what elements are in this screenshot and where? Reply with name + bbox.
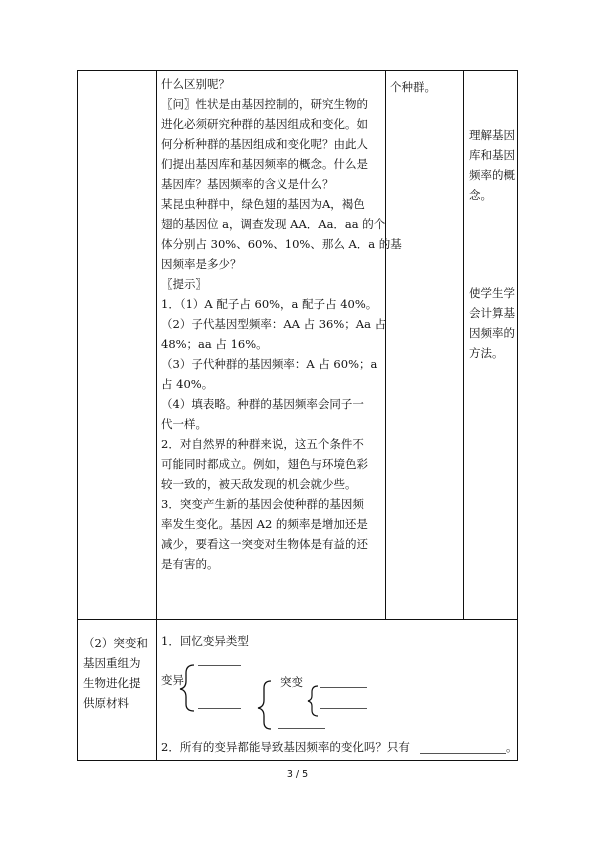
content-line: 是有害的。 [161, 557, 219, 571]
mutation-brace [308, 686, 318, 716]
content-line: 某昆虫种群中，绿色翅的基因为A，褐色 [161, 197, 365, 211]
content-line: 〖问〗性状是由基因控制的，研究生物的 [161, 97, 368, 111]
page-number: 3 / 5 [286, 769, 309, 780]
middle-brace [258, 681, 271, 729]
content-line: 占 40%。 [161, 377, 214, 391]
design-intent-line: 理解基因 [469, 128, 515, 142]
section-label-line: 生物进化提 [83, 676, 141, 690]
design-intent-line: 使学生学 [469, 286, 515, 300]
content-line: （4）填表略。种群的基因频率会同子一 [161, 397, 364, 411]
design-intent-line: 库和基因 [469, 148, 515, 162]
mutation-label: 突变 [280, 675, 303, 689]
design-intent-line: 会计算基 [469, 306, 515, 320]
content-line: （3）子代种群的基因频率：A 占 60%；a [161, 357, 378, 371]
content-line: 率发生变化。基因 A2 的频率是增加还是 [161, 517, 368, 531]
design-intent-line: 因频率的 [469, 326, 515, 340]
content-line: 较一致的，被天敌发现的机会就少些。 [161, 477, 357, 491]
section-label-line: （2）突变和 [83, 636, 148, 650]
content-line: （2）子代基因型频率：AA 占 36%；Aa 占 [161, 317, 387, 331]
content-line: 什么区别呢？ [161, 77, 230, 91]
design-intent-line: 方法。 [469, 346, 504, 360]
content-line: 基因库？基因频率的含义是什么？ [161, 177, 334, 191]
section-label-line: 供原材料 [83, 696, 129, 710]
recall-variation-line: 1．回忆变异类型 [161, 634, 249, 648]
content-line: 减少，要看这一突变对生物体是有益的还 [161, 537, 368, 551]
gene-frequency-question: 2．所有的变异都能导致基因频率的变化吗？只有 [161, 740, 410, 754]
variation-label: 变异 [161, 673, 184, 687]
content-line: 可能同时都成立。例如，翅色与环境色彩 [161, 457, 368, 471]
content-line: 因频率是多少？ [161, 257, 242, 271]
variation-brace [180, 665, 194, 711]
question-end-punct: 。 [506, 740, 518, 754]
content-line: 体分别占 30%、60%、10%、那么 A．a 的基 [161, 237, 402, 251]
content-line: 何分析种群的基因组成和变化呢？由此人 [161, 137, 368, 151]
content-line: 们提出基因库和基因频率的概念。什么是 [161, 157, 368, 171]
design-intent-line: 念。 [469, 188, 492, 202]
student-activity-text: 个种群。 [390, 80, 436, 94]
design-intent-line: 频率的概 [469, 168, 515, 182]
content-line: 1．（1）A 配子占 60%，a 配子占 40%。 [161, 297, 378, 311]
content-line: 2．对自然界的种群来说，这五个条件不 [161, 437, 364, 451]
content-line: 翅的基因位 a，调查发现 AA．Aa．aa 的个 [161, 217, 386, 231]
content-line: 48%；aa 占 16%。 [161, 337, 268, 351]
content-line: 3．突变产生新的基因会使种群的基因频 [161, 497, 364, 511]
content-line: 代一样。 [161, 417, 207, 431]
content-line: 进化必须研究种群的基因组成和变化。如 [161, 117, 368, 131]
section-label-line: 基因重组为 [83, 656, 141, 670]
content-line: 〖提示〗 [161, 277, 207, 291]
